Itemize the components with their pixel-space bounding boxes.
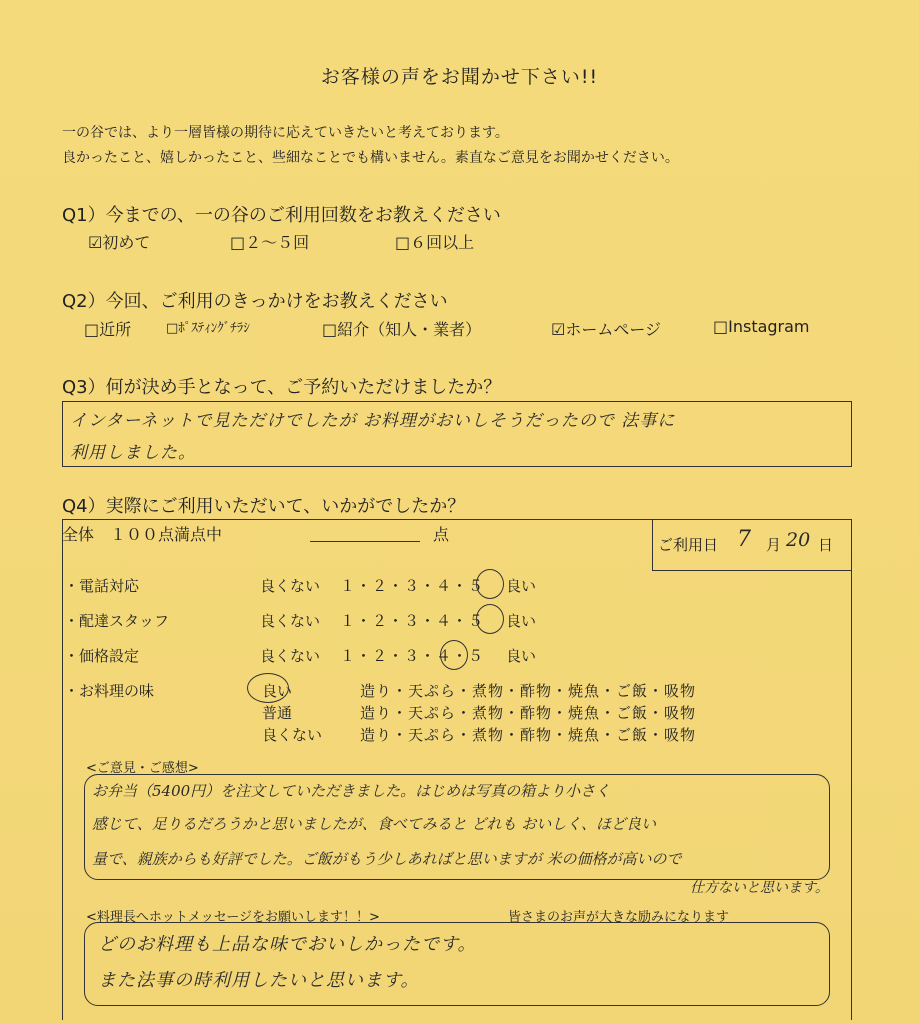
taste-grade-bad[interactable]: 良くない (262, 726, 323, 744)
chef-message-line-1: どのお料理も上品な味でおいしかったです。 (98, 934, 477, 955)
opinion-line-4: 仕方ないと思います。 (690, 880, 829, 896)
taste-selected-circle (247, 673, 289, 703)
opinion-line-2: 感じて、足りるだろうかと思いましたが、食べてみると どれも おいしく、ほど良い (92, 815, 656, 833)
rating-high-delivery: 良い (506, 612, 537, 630)
q2-option-flyer[interactable]: □ﾎﾟｽﾃｨﾝｸﾞﾁﾗｼ (166, 321, 250, 336)
chef-message-note: 皆さまのお声が大きな励みになります (508, 910, 730, 925)
rating-low-delivery: 良くない (260, 612, 321, 630)
taste-grade-good[interactable]: 良い (262, 682, 293, 700)
rating-label-price: ・価格設定 (64, 647, 140, 665)
overall-score-blank[interactable] (310, 541, 420, 542)
taste-label: ・お料理の味 (64, 682, 155, 700)
q4-question: Q4）実際にご利用いただいて、いかがでしたか？ (62, 496, 466, 517)
q3-answer-line-2: 利用しました。 (70, 443, 196, 463)
taste-items-bad[interactable]: 造り・天ぷら・煮物・酢物・焼魚・ご飯・吸物 (360, 726, 697, 744)
page-title: お客様の声をお聞かせ下さい!! (320, 66, 599, 88)
rating-label-phone: ・電話対応 (64, 577, 140, 595)
rating-selected-circle-price (440, 640, 468, 670)
usage-date-month: 7 (737, 527, 751, 552)
rating-low-phone: 良くない (260, 577, 321, 595)
q2-question: Q2）今回、ご利用のきっかけをお教えください (62, 291, 448, 312)
q1-option-first-time[interactable]: ☑初めて (88, 233, 151, 252)
chef-message-label: <料理長へホットメッセージをお願いします！！> (86, 910, 380, 925)
rating-low-price: 良くない (260, 647, 321, 665)
q2-option-referral[interactable]: □紹介（知人・業者） (322, 320, 482, 339)
rating-scale-phone[interactable]: １・２・３・４・５ (340, 577, 485, 595)
rating-scale-delivery[interactable]: １・２・３・４・５ (340, 612, 485, 630)
rating-selected-circle-delivery (476, 604, 504, 634)
q2-option-homepage[interactable]: ☑ホームページ (551, 320, 662, 339)
taste-grade-normal[interactable]: 普通 (262, 704, 293, 722)
usage-date-day-unit: 日 (818, 536, 834, 554)
q3-answer-line-1: インターネットで見ただけでしたが お料理がおいしそうだったので 法事に (70, 411, 676, 431)
rating-selected-circle-phone (476, 569, 504, 599)
q1-question: Q1）今までの、一の谷のご利用回数をお教えください (62, 205, 501, 226)
usage-date-day: 20 (786, 529, 811, 551)
overall-score-unit: 点 (433, 525, 450, 544)
opinion-label: <ご意見・ご感想> (86, 761, 199, 776)
taste-items-good[interactable]: 造り・天ぷら・煮物・酢物・焼魚・ご飯・吸物 (360, 682, 697, 700)
q2-option-instagram[interactable]: □Instagram (713, 317, 810, 336)
overall-score-label: 全体 １００点満点中 (62, 525, 223, 544)
intro-line-2: 良かったこと、嬉しかったこと、些細なことでも構いません。素直なご意見をお聞かせください。 (62, 150, 679, 166)
rating-high-phone: 良い (506, 577, 537, 595)
taste-items-normal[interactable]: 造り・天ぷら・煮物・酢物・焼魚・ご飯・吸物 (360, 704, 697, 722)
usage-date-month-unit: 月 (766, 536, 782, 554)
rating-label-delivery: ・配達スタッフ (64, 612, 170, 630)
rating-high-price: 良い (506, 647, 537, 665)
chef-message-line-2: また法事の時利用したいと思います。 (98, 970, 420, 991)
q1-option-6plus[interactable]: □６回以上 (395, 233, 475, 252)
q1-option-2-5[interactable]: □２～５回 (230, 233, 310, 252)
opinion-line-1: お弁当（5400円）を注文していただきました。はじめは写真の箱より小さく (92, 782, 611, 800)
intro-line-1: 一の谷では、より一層皆様の期待に応えていきたいと考えております。 (62, 125, 509, 141)
q2-option-nearby[interactable]: □近所 (84, 320, 132, 339)
usage-date-label: ご利用日 (658, 536, 719, 554)
rating-scale-price[interactable]: １・２・３・４・５ (340, 647, 485, 665)
opinion-line-3: 量で、親族からも好評でした。ご飯がもう少しあればと思いますが 米の価格が高いので (92, 850, 682, 868)
q3-question: Q3）何が決め手となって、ご予約いただけましたか？ (62, 377, 502, 398)
